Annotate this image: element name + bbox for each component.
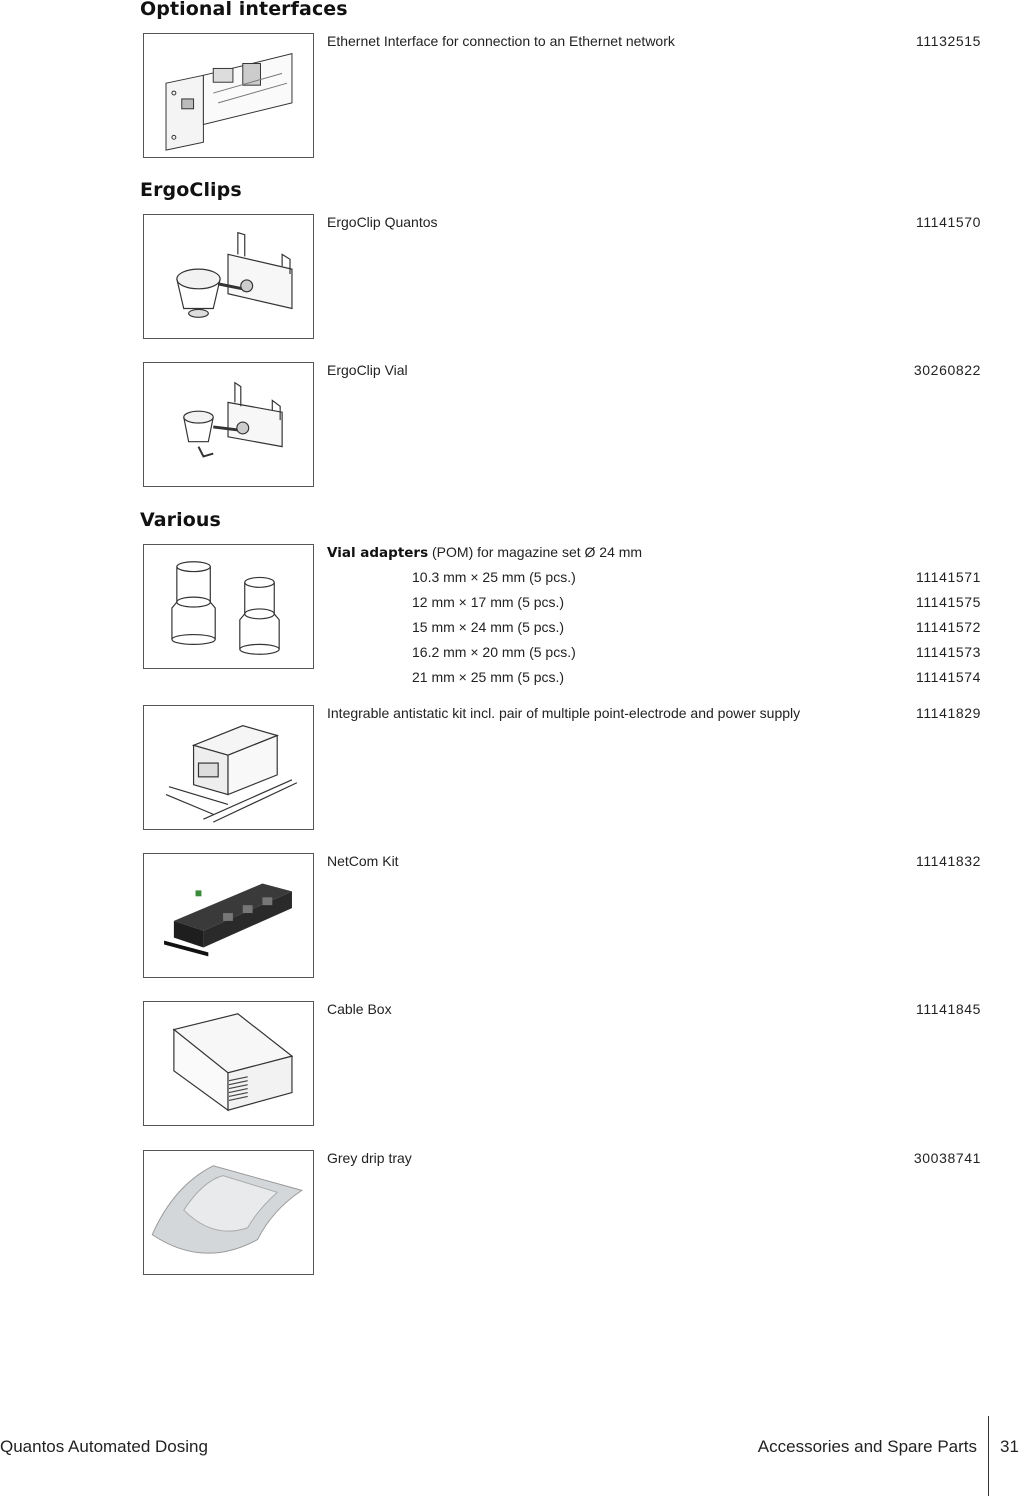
adapter-size: 12 mm × 17 mm (5 pcs.) [412,594,565,610]
antistatic-kit-image [143,705,314,830]
adapter-size: 21 mm × 25 mm (5 pcs.) [412,669,565,685]
footer-document-title: Quantos Automated Dosing [0,1437,208,1456]
ethernet-interface-image [143,33,314,158]
item-desc: Ethernet Interface for connection to an Ethernet network [327,33,675,49]
adapter-part-number: 11141572 [915,619,981,635]
vial-adapters-desc [327,544,642,561]
adapter-size: 10.3 mm × 25 mm (5 pcs.) [412,569,576,585]
item-part-number: 11141829 [915,705,981,721]
adapter-size: 15 mm × 24 mm (5 pcs.) [412,619,565,635]
section-title-various: Various [140,509,221,531]
ergoclip-vial-image [143,362,314,487]
item-desc: Grey drip tray [327,1150,412,1166]
item-part-number: 11141832 [915,853,981,869]
netcom-kit-image [143,853,314,978]
page-number: 31 [1000,1437,1019,1456]
section-title-ergoclips: ErgoClips [140,179,242,201]
adapter-part-number: 11141571 [915,569,981,585]
footer-section-title: Accessories and Spare Parts [757,1437,977,1456]
item-desc: ErgoClip Quantos [327,214,438,230]
item-desc: Cable Box [327,1001,392,1017]
vial-adapters-rest: (POM) for magazine set Ø 24 mm [428,544,643,560]
footer-divider [988,1416,989,1496]
item-part-number: 11141570 [915,214,981,230]
adapter-part-number: 11141574 [915,669,981,685]
adapter-size: 16.2 mm × 20 mm (5 pcs.) [412,644,576,660]
item-desc: ErgoClip Vial [327,362,408,378]
item-desc: Integrable antistatic kit incl. pair of multiple point-electrode and power supply [327,705,801,721]
vial-adapters-image [143,544,314,669]
adapter-part-number: 11141575 [915,594,981,610]
item-part-number: 11141845 [915,1001,981,1017]
section-title-optional-interfaces: Optional interfaces [140,0,348,20]
ergoclip-quantos-image [143,214,314,339]
item-part-number: 30038741 [913,1150,981,1166]
item-part-number: 30260822 [913,362,981,378]
item-desc: NetCom Kit [327,853,399,869]
cable-box-image [143,1001,314,1126]
vial-adapters-label: Vial adapters [327,545,429,561]
adapter-part-number: 11141573 [915,644,981,660]
grey-drip-tray-image [143,1150,314,1275]
item-part-number: 11132515 [915,33,981,49]
